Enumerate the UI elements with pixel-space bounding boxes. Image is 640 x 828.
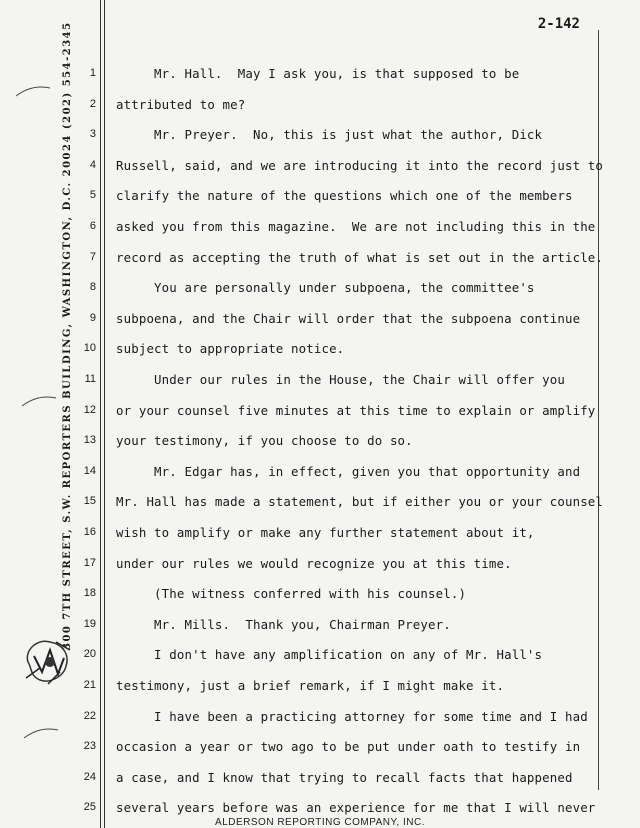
transcript-line: clarify the nature of the questions which one of the members (116, 188, 573, 204)
margin-rule-inner (104, 0, 105, 828)
line-number: 24 (83, 770, 96, 783)
line-number: 3 (89, 128, 96, 141)
transcript-line: You are personally under subpoena, the committee's (116, 280, 535, 296)
line-number: 15 (83, 495, 96, 508)
line-number: 23 (83, 740, 96, 753)
transcript-line: your testimony, if you choose to do so. (116, 433, 413, 449)
line-number: 16 (83, 526, 96, 538)
notary-seal (20, 632, 78, 694)
line-number: 25 (83, 801, 96, 814)
transcript-line: I don't have any amplification on any of Mr. Hall's (116, 647, 543, 663)
transcript-line: attributed to me? (116, 96, 246, 112)
line-number: 13 (83, 434, 96, 447)
margin-bracket-top (14, 80, 54, 104)
line-number: 9 (89, 311, 96, 324)
transcript-line: (The witness conferred with his counsel.) (116, 586, 467, 602)
transcript-line: Under our rules in the House, the Chair will offer you (116, 372, 565, 387)
line-number: 14 (83, 464, 96, 477)
transcript-line: or your counsel five minutes at this time to explain or amplify (116, 402, 596, 418)
line-number: 22 (83, 709, 96, 722)
line-number: 1 (89, 67, 96, 79)
margin-bracket-bottom (22, 724, 62, 748)
transcript-line: wish to amplify or make any further statement about it, (116, 525, 535, 540)
line-number: 7 (89, 250, 96, 263)
line-number: 21 (83, 679, 96, 691)
transcript-line: several years before was an experience for me that I will never (116, 800, 596, 816)
transcript-line: under our rules we would recognize you at this time. (116, 555, 512, 571)
transcript-line: occasion a year or two ago to be put under oath to testify in (116, 739, 581, 755)
transcript-line: Mr. Mills. Thank you, Chairman Preyer. (116, 616, 451, 632)
transcript-line: asked you from this magazine. We are not including this in the (116, 219, 596, 234)
line-number: 5 (89, 189, 96, 202)
line-number: 10 (83, 342, 96, 355)
line-number: 6 (89, 220, 96, 232)
transcript-line: Mr. Edgar has, in effect, given you that opportunity and (116, 463, 581, 479)
transcript-line: subpoena, and the Chair will order that the subpoena continue (116, 310, 581, 326)
transcript-line: record as accepting the truth of what is set out in the article. (116, 249, 604, 265)
reporter-address-margin: 300 7TH STREET, S.W. REPORTERS BUILDING, WASHINGTON, D.C. 20024 (202) 554-2345 (62, 21, 73, 650)
line-number: 19 (83, 617, 96, 630)
transcript-line: Mr. Preyer. No, this is just what the author, Dick (116, 127, 543, 143)
page-footer: ALDERSON REPORTING COMPANY, INC. (215, 817, 425, 828)
margin-bracket-middle (20, 392, 60, 416)
transcript-line: Mr. Hall has made a statement, but if either you or your counsel (116, 494, 604, 510)
transcript-line: subject to appropriate notice. (116, 341, 345, 357)
line-number: 20 (83, 648, 96, 661)
line-number: 2 (89, 97, 96, 110)
line-number: 17 (83, 556, 96, 569)
transcript-line: a case, and I know that trying to recall facts that happened (116, 769, 573, 785)
transcript-line: Russell, said, and we are introducing it into the record just to (116, 157, 604, 173)
margin-rule (100, 0, 101, 828)
page-number: 2-142 (537, 16, 580, 32)
line-number: 11 (84, 373, 96, 385)
line-number: 8 (89, 281, 96, 294)
transcript-line: testimony, just a brief remark, if I might make it. (116, 678, 505, 693)
transcript-line: Mr. Hall. May I ask you, is that supposed to be (116, 66, 520, 81)
line-number: 12 (83, 403, 96, 416)
transcript-line: I have been a practicing attorney for some time and I had (116, 708, 588, 724)
line-number: 4 (89, 158, 96, 171)
line-number: 18 (83, 587, 96, 600)
